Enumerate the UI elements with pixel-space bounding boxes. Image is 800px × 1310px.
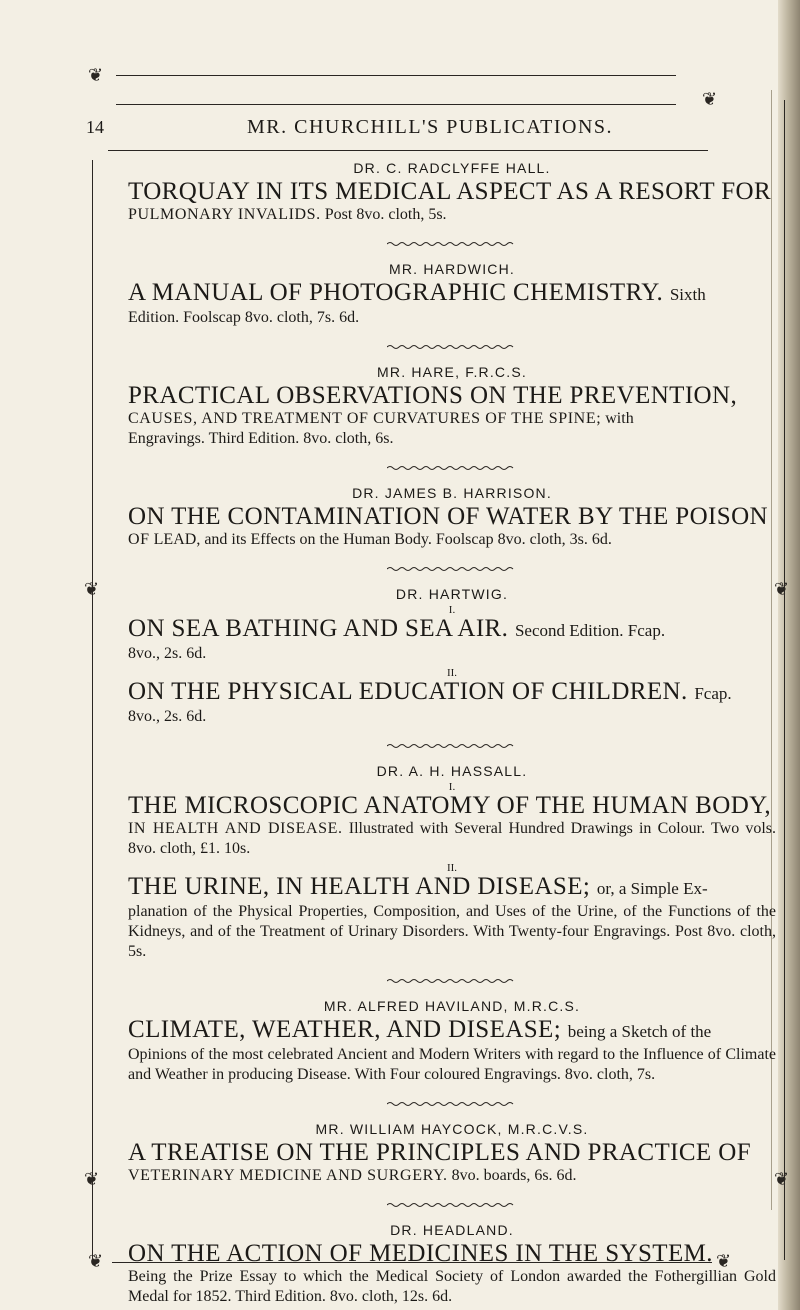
entry-author: MR. WILLIAM HAYCOCK, M.R.C.V.S. (315, 1121, 589, 1137)
entry-title: CLIMATE, WEATHER, AND DISEASE; (128, 1016, 562, 1043)
entry-author: DR. HEADLAND. (390, 1222, 514, 1238)
entry-details: LEAD, and its Effects on the Human Body. Foolscap 8vo. cloth, 3s. 6d. (153, 531, 612, 548)
entry-title-tail: Sixth (669, 285, 706, 304)
top-border-rule (116, 75, 676, 76)
catalogue-entry (128, 1222, 776, 1307)
header-rule (108, 150, 708, 151)
wavy-divider (387, 743, 517, 749)
catalogue-entry (128, 261, 776, 328)
entry-title-tail: being a Sketch of the (567, 1022, 712, 1041)
left-border-rule (92, 160, 93, 1260)
catalogue-entry (128, 1121, 776, 1186)
work-numeral: I. (448, 781, 456, 793)
entry-author: MR. HARE, F.R.C.S. (377, 364, 527, 380)
entry-details: Opinions of the most celebrated Ancient and Modern Writers with regard to the Influence of Climate and Weather in producing Disease. With Four coloured Engravings. 8vo. cloth, 7s. (128, 1046, 776, 1083)
top-border-rule-2 (116, 104, 676, 105)
entry-title: THE MICROSCOPIC ANATOMY OF THE HUMAN BODY, (128, 792, 772, 819)
running-title: MR. CHURCHILL'S PUBLICATIONS. (246, 116, 614, 138)
entry-details: 8vo. boards, 6s. 6d. (451, 1167, 577, 1184)
work-numeral: I. (448, 604, 456, 616)
catalogue-entry (128, 763, 776, 962)
catalogue-entry (128, 998, 776, 1085)
entry-title: ON THE ACTION OF MEDICINES IN THE SYSTEM. (128, 1240, 713, 1267)
wavy-divider (387, 1202, 517, 1208)
entry-subtitle: IN HEALTH AND DISEASE. (128, 820, 343, 837)
entry-title-tail: Second Edition. Fcap. (514, 621, 666, 640)
entry-author: DR. A. H. HASSALL. (376, 763, 528, 779)
work-numeral: II. (446, 862, 458, 874)
catalogue-entry (128, 364, 776, 449)
entry-details: planation of the Physical Properties, Composition, and Uses of the Urine, of the Functions of the Kidneys, and of the Treatment of Urinary Disorders. With Twenty-four Engravings. Post 8vo. cloth, 5s. (128, 903, 776, 960)
right-border-rule (784, 100, 785, 1260)
entry-title: TORQUAY IN ITS MEDICAL ASPECT AS A RESORT FOR (128, 178, 772, 205)
wavy-divider (387, 344, 517, 350)
entry-subtitle: OF (128, 531, 150, 548)
entry-title: ON SEA BATHING AND SEA AIR. (128, 615, 509, 642)
entry-subtitle: PULMONARY INVALIDS. (128, 206, 321, 223)
bottom-border-rule (112, 1262, 712, 1263)
entry-author: MR. ALFRED HAVILAND, M.R.C.S. (323, 998, 581, 1014)
side-ornament-right-bottom-icon: ❦ (774, 1169, 790, 1189)
page-edge (778, 0, 800, 1310)
entry-author: DR. C. RADCLYFFE HALL. (353, 160, 551, 176)
entry-details: Illustrated with Several Hundred Drawings in Colour. Two vols. 8vo. cloth, £1. 10s. (128, 820, 777, 857)
corner-ornament-top-right-icon: ❦ (702, 89, 718, 109)
wavy-divider (387, 978, 517, 984)
entry-title: A TREATISE ON THE PRINCIPLES AND PRACTICE OF (128, 1139, 751, 1166)
wavy-divider (387, 566, 517, 572)
entry-details: Post 8vo. cloth, 5s. (324, 206, 447, 223)
corner-ornament-bottom-right-icon: ❦ (716, 1251, 732, 1271)
work-numeral: II. (446, 667, 458, 679)
entry-details: Engravings. Third Edition. 8vo. cloth, 6s. (128, 430, 394, 447)
corner-ornament-top-left-icon: ❦ (88, 65, 104, 85)
entry-author: DR. JAMES B. HARRISON. (352, 485, 552, 501)
wavy-divider (387, 465, 517, 471)
entry-details: 8vo., 2s. 6d. (128, 645, 207, 662)
catalogue-entry (128, 485, 776, 550)
catalogue-list (128, 160, 776, 1307)
catalogue-entry (128, 160, 776, 225)
entry-details: 8vo., 2s. 6d. (128, 708, 207, 725)
entry-title: ON THE PHYSICAL EDUCATION OF CHILDREN. (128, 678, 688, 705)
entry-author: MR. HARDWICH. (388, 261, 516, 277)
side-ornament-left-bottom-icon: ❦ (84, 1169, 100, 1189)
entry-details: Edition. Foolscap 8vo. cloth, 7s. 6d. (128, 309, 360, 326)
entry-title: PRACTICAL OBSERVATIONS ON THE PREVENTION, (128, 382, 738, 409)
entry-subtitle: CAUSES, AND TREATMENT OF CURVATURES OF THE SPINE; (128, 410, 602, 427)
entry-title: ON THE CONTAMINATION OF WATER BY THE POISON (128, 503, 768, 530)
entry-title-tail: Fcap. (694, 684, 732, 703)
entry-title-tail: or, a Simple Ex- (596, 879, 708, 898)
entry-subtitle-tail: with (605, 410, 634, 427)
wavy-divider (387, 1101, 517, 1107)
side-ornament-left-icon: ❦ (84, 579, 100, 599)
side-ornament-right-icon: ❦ (774, 579, 790, 599)
catalogue-entry (128, 586, 776, 727)
entry-title: A MANUAL OF PHOTOGRAPHIC CHEMISTRY. (128, 279, 664, 306)
page-number: 14 (86, 117, 104, 137)
entry-title: THE URINE, IN HEALTH AND DISEASE; (128, 873, 591, 900)
corner-ornament-bottom-left-icon: ❦ (88, 1251, 104, 1271)
entry-details: Being the Prize Essay to which the Medical Society of London awarded the Fothergillian Gold Medal for 1852. Third Edition. 8vo. cloth, 12s. 6d. (128, 1268, 776, 1305)
entry-subtitle: VETERINARY MEDICINE AND SURGERY. (128, 1167, 448, 1184)
entry-author: DR. HARTWIG. (395, 586, 509, 602)
wavy-divider (387, 241, 517, 247)
